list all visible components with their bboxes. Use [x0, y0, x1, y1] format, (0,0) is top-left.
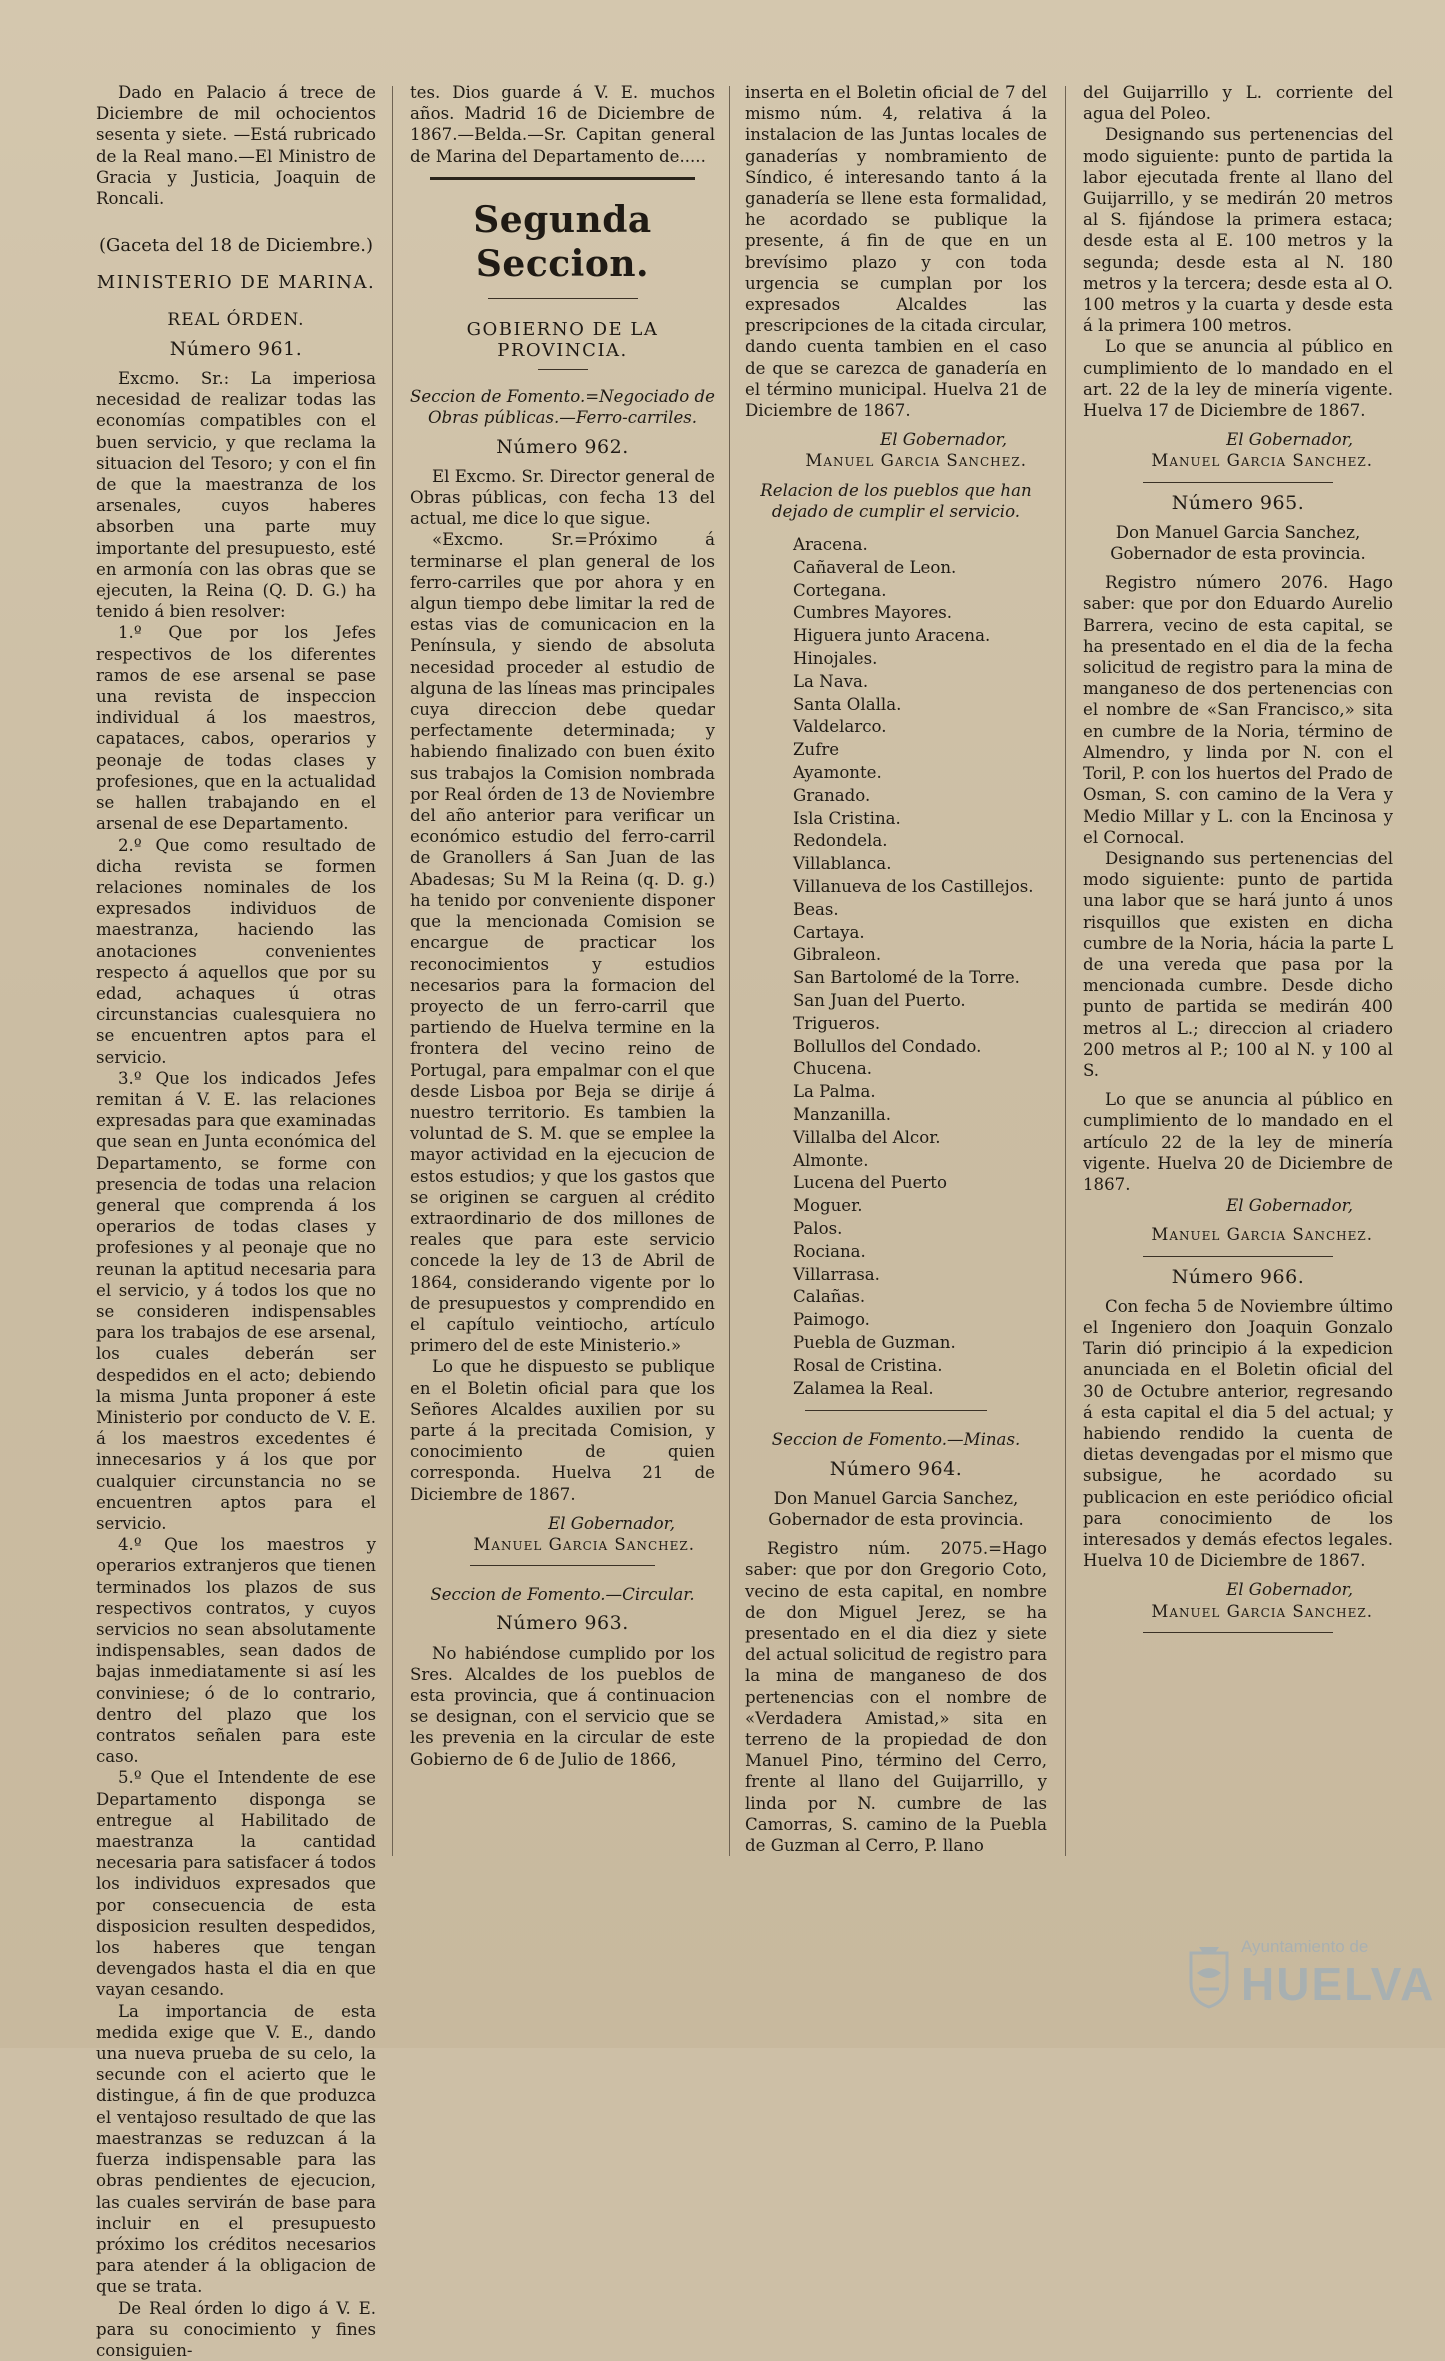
- number-964: Número 964.: [829, 1457, 963, 1480]
- towns-list: [793, 534, 1047, 1400]
- paragraph: Designando sus pertenencias del modo siguiente: punto de partida una labor que se hará junto á unos risquillos que existen en dicha cumbre de la Noria, hácia la parte L de una vereda que pasa por la mencionada cumbre. Desde dicho punto de partida se medirán 400 metros al L.; direccion al criadero 200 metros al P.; 100 al N. y 100 al S.: [1083, 848, 1393, 1080]
- column-divider: [392, 86, 393, 1856]
- governor-name: Manuel Garcia Sanchez.: [473, 1534, 695, 1554]
- town-item: La Nava.: [793, 671, 869, 691]
- ministry-heading: MINISTERIO DE MARINA.: [96, 272, 376, 294]
- seccion-fomento-heading: Seccion de Fomento.=Negociado de Obras públicas.—Ferro-carriles.: [410, 387, 715, 428]
- governor-title: El Gobernador,: [1226, 430, 1353, 450]
- town-item: Almonte.: [793, 1150, 869, 1170]
- paragraph: inserta en el Boletin oficial de 7 del mismo núm. 4, relativa á la instalacion de las Juntas locales de ganaderías y nombramiento de Síndico, é interesando tanto á la ganadería se llene esta formalidad, he acordado se publique la presente, á fin de que en un brevísimo plazo y con toda urgencia se cumplan por los expresados Alcaldes las prescripciones de la citada circular, dando cuenta tambien en el caso de que se carezca de ganadería en el término municipal. Huelva 21 de Diciembre de 1867.: [745, 83, 1047, 421]
- governor-name: Manuel Garcia Sanchez.: [805, 451, 1027, 471]
- town-item: La Palma.: [793, 1082, 876, 1102]
- town-item: Valdelarco.: [793, 717, 887, 737]
- town-item: Rociana.: [793, 1241, 866, 1261]
- town-item: Cumbres Mayores.: [793, 603, 953, 623]
- section-title: Segunda Seccion.: [473, 198, 652, 285]
- huelva-watermark: [1185, 1935, 1435, 2035]
- town-item: Ayamonte.: [793, 763, 882, 783]
- separator-rule: [470, 1565, 655, 1566]
- number-965: Número 965.: [1171, 491, 1305, 514]
- watermark-line2: HUELVA: [1241, 1958, 1436, 2010]
- town-item: Cartaya.: [793, 922, 865, 942]
- paragraph: tes. Dios guarde á V. E. muchos años. Madrid 16 de Diciembre de 1867.—Belda.—Sr. Capitan general de Marina del Departamento de.....: [410, 83, 715, 166]
- town-item: Higuera junto Aracena.: [793, 626, 991, 646]
- coat-of-arms-icon: [1185, 1943, 1233, 2009]
- paragraph: Con fecha 5 de Noviembre último el Ingeniero don Joaquin Gonzalo Tarin dió principio á la expedicion anunciada en el Boletin oficial del 30 de Octubre anterior, regresando á esta capital el dia 5 del actual; y habiendo rendido la cuenta de dietas devengadas por el mismo que subsigue, he acordado su publicacion en este periódico oficial para conocimiento de los interesados y demás efectos legales. Huelva 10 de Diciembre de 1867.: [1083, 1296, 1393, 1571]
- town-item: Manzanilla.: [793, 1104, 891, 1124]
- town-item: Paimogo.: [793, 1310, 870, 1330]
- number-961: Número 961.: [169, 337, 303, 360]
- separator-rule: [805, 1410, 987, 1411]
- town-item: Beas.: [793, 899, 839, 919]
- watermark-line1: Ayuntamiento de: [1241, 1937, 1369, 1956]
- paragraph: El Excmo. Sr. Director general de Obras públicas, con fecha 13 del actual, me dice lo que sigue.: [410, 466, 715, 529]
- separator-rule: [1143, 1632, 1333, 1633]
- relacion-heading: Relacion de los pueblos que han dejado de cumplir el servicio.: [760, 480, 1032, 521]
- section-rule: [430, 177, 695, 180]
- paragraph: No habiéndose cumplido por los Sres. Alcaldes de los pueblos de esta provincia, que á continuacion se designan, con el servicio que se les prevenia en la circular de este Gobierno de 6 de Julio de 1866,: [410, 1643, 715, 1769]
- governor-title: El Gobernador,: [1226, 1196, 1353, 1216]
- town-item: Aracena.: [793, 535, 868, 555]
- paragraph: del Guijarrillo y L. corriente del agua del Poleo.: [1083, 83, 1393, 124]
- town-item: Rosal de Cristina.: [793, 1355, 943, 1375]
- town-item: Gibraleon.: [793, 945, 882, 965]
- town-item: Lucena del Puerto: [793, 1173, 947, 1193]
- town-item: San Juan del Puerto.: [793, 991, 966, 1010]
- town-item: Villablanca.: [793, 854, 892, 874]
- town-item: Zalamea la Real.: [793, 1378, 934, 1398]
- paragraph: La importancia de esta medida exige que V. E., dando una nueva prueba de su celo, la secunde con el acierto que le distingue, á fin de que produzca el ventajoso resultado de que las maestranzas se reduzcan á la fuerza indispensable para las obras pendientes de ejecucion, las cuales servirán de base para incluir en el presupuesto próximo los créditos necesarios para atender á la obligacion de que se trata.: [96, 2001, 376, 2297]
- town-item: Villalba del Alcor.: [793, 1127, 941, 1147]
- paragraph: «Excmo. Sr.=Próximo á terminarse el plan general de los ferro-carriles que por ahora y en algun tiempo debe limitar la red de estas vias de comunicacion en la Península, y siendo de absoluta necesidad proceder al estudio de alguna de las líneas mas principales cuya direccion debe quedar perfectamente determinada; y habiendo finalizado con buen éxito sus trabajos la Comision nombrada por Real órden de 13 de Noviembre del año anterior para verificar un económico estudio del ferro-carril de Granollers á San Juan de las Abadesas; Su M la Reina (q. D. g.) ha tenido por conveniente disponer que la mencionada Comision se encargue de practicar los reconocimientos y estudios necesarios para la formacion del proyecto de un ferro-carril que partiendo de Huelva termine en la frontera del vecino reino de Portugal, para empalmar con el que desde Lisboa por Beja se dirije á nuestro territorio. Es tambien la voluntad de S. M. que se emplee la mayor actividad en la ejecucion de estos estudios; y que los gastos que se originen se carguen al crédito extraordinario de dos millones de reales que para este servicio concede la ley de 13 de Abril de 1864, considerando vigente por lo de presupuestos y comprendido en el capítulo veintiocho, artículo primero del de este Ministerio.»: [410, 530, 715, 1356]
- town-item: Redondela.: [793, 831, 888, 851]
- governor-intro: Don Manuel Garcia Sanchez, Gobernador de esta provincia.: [1110, 522, 1366, 564]
- decree-closing: Dado en Palacio á trece de Diciembre de mil ochocientos sesenta y siete. —Está rubricado de la Real mano.—El Ministro de Gracia y Justicia, Joaquin de Roncali.: [96, 83, 376, 209]
- paragraph: Designando sus pertenencias del modo siguiente: punto de partida la labor ejecutada frente al llano del Guijarrillo, y se medirán 20 metros al S. fijándose la primera estaca; desde esta al E. 100 metros y la segunda; desde esta al N. 180 metros y la tercera; desde esta al O. 100 metros y la cuarta y desde esta á la primera 100 metros.: [1083, 125, 1393, 336]
- town-item: Puebla de Guzman.: [793, 1332, 956, 1352]
- town-item: Hinojales.: [793, 649, 878, 669]
- separator-rule: [1143, 482, 1333, 483]
- real-orden-heading: REAL ÓRDEN.: [167, 309, 305, 330]
- town-item: Chucena.: [793, 1059, 873, 1079]
- governor-name: Manuel Garcia Sanchez.: [1151, 1225, 1373, 1245]
- town-item: Santa Olalla.: [793, 694, 902, 714]
- column-3: [745, 82, 1047, 1856]
- town-item: Villarrasa.: [793, 1264, 880, 1284]
- seccion-minas-heading: Seccion de Fomento.—Minas.: [771, 1430, 1021, 1450]
- paragraph: De Real órden lo digo á V. E. para su conocimiento y fines consiguien-: [96, 2298, 376, 2360]
- paragraph: Registro número 2076. Hago saber: que por don Eduardo Aurelio Barrera, vecino de esta capital, se ha presentado en el dia de la fecha solicitud de registro para la mina de manganeso de dos pertenencias con el nombre de «San Francisco,» sita en cumbre de la Noria, término de Almendro, y linda por N. con el Toril, P. con los huertos del Prado de Osman, S. con camino de la Vera y Medio Millar y L. con la Encinosa y el Cornocal.: [1083, 573, 1393, 847]
- governor-title: El Gobernador,: [548, 1513, 675, 1533]
- number-966: Número 966.: [1171, 1265, 1305, 1288]
- paragraph: 5.º Que el Intendente de ese Departamento disponga se entregue al Habilitado de maestranza la cantidad necesaria para satisfacer á todos los individuos expresados que por consecuencia de esta disposicion resulten despedidos, los haberes que tengan devengados hasta el dia en que vayan cesando.: [96, 1768, 376, 2000]
- gaceta-reference: (Gaceta del 18 de Diciembre.): [99, 235, 373, 257]
- column-divider: [1065, 86, 1066, 1856]
- paragraph: 2.º Que como resultado de dicha revista se formen relaciones nominales de los expresados individuos de maestranza, haciendo las anotaciones convenientes respecto á aquellos que por su edad, achaques ú otras circunstancias cualesquiera no se encuentren aptos para el servicio.: [96, 835, 376, 1067]
- paragraph: Lo que he dispuesto se publique en el Boletin oficial para que los Señores Alcaldes auxilien por su parte á la precitada Comision, y conocimiento de quien corresponda. Huelva 21 de Diciembre de 1867.: [410, 1357, 715, 1504]
- paragraph: 3.º Que los indicados Jefes remitan á V. E. las relaciones expresadas para que examinadas que sean en Junta económica del Departamento, se forme con presencia de todas una relacion general que comprenda á los operarios de todas clases y profesiones y al peonaje que no reunan la aptitud necesaria para el servicio, y á todos los que no se consideren indispensables para los trabajos de ese arsenal, los cuales deberán ser despedidos en el acto; debiendo la misma Junta proponer á este Ministerio por conducto de V. E. á los maestros excedentes é innecesarios y á los que por cualquier circunstancia no se encuentren aptos para el servicio.: [96, 1068, 377, 1533]
- seccion-circular-heading: Seccion de Fomento.—Circular.: [430, 1585, 695, 1605]
- paragraph: Registro núm. 2075.=Hago saber: que por don Gregorio Coto, vecino de esta capital, en nombre de don Miguel Jerez, se ha presentado en el dia diez y siete del actual solicitud de registro para la mina de manganeso de dos pertenencias con el nombre de «Verdadera Amistad,» sita en terreno de la propiedad de don Manuel Pino, término del Cerro, frente al llano del Guijarrillo, y linda por N. cumbre de las Camorras, S. camino de la Puebla de Guzman al Cerro, P. llano: [745, 1539, 1047, 1855]
- number-963: Número 963.: [496, 1612, 629, 1635]
- separator-rule: [1143, 1256, 1333, 1257]
- paragraph: Lo que se anuncia al público en cumplimiento de lo mandado en el artículo 22 de la ley de minería vigente. Huelva 20 de Diciembre de 1867.: [1083, 1090, 1393, 1194]
- town-item: San Bartolomé de la Torre.: [793, 968, 1020, 988]
- column-1: [96, 82, 376, 2361]
- column-2: [410, 82, 715, 1770]
- governor-name: Manuel Garcia Sanchez.: [1151, 451, 1373, 471]
- town-item: Palos.: [793, 1218, 843, 1238]
- governor-title: El Gobernador,: [1226, 1580, 1353, 1600]
- short-rule: [538, 369, 588, 370]
- town-item: Isla Cristina.: [793, 808, 901, 828]
- town-item: Villanueva de los Castillejos.: [793, 877, 1034, 897]
- paragraph: 1.º Que por los Jefes respectivos de los diferentes ramos de ese arsenal se pase una revista de inspeccion individual á los maestros, capataces, cabos, operarios y peonaje de todas clases y profesiones, que en la actualidad se hallen trabajando en el arsenal de ese Departamento.: [96, 623, 376, 834]
- governor-intro: Don Manuel Garcia Sanchez, Gobernador de esta provincia.: [768, 1488, 1024, 1529]
- town-item: Bollullos del Condado.: [793, 1036, 982, 1056]
- town-item: Zufre: [793, 740, 840, 760]
- paragraph: Lo que se anuncia al público en cumplimiento de lo mandado en el art. 22 de la ley de minería vigente. Huelva 17 de Diciembre de 1867.: [1083, 337, 1393, 421]
- column-4: [1083, 82, 1393, 1643]
- governor-title: El Gobernador,: [880, 430, 1007, 450]
- governor-name: Manuel Garcia Sanchez.: [1151, 1601, 1373, 1621]
- town-item: Calañas.: [793, 1287, 866, 1307]
- town-item: Cañaveral de Leon.: [793, 557, 957, 577]
- number-962: Número 962.: [496, 435, 629, 458]
- town-item: Moguer.: [793, 1196, 863, 1216]
- gobierno-heading: GOBIERNO DE LA PROVINCIA.: [466, 318, 659, 362]
- paragraph: Excmo. Sr.: La imperiosa necesidad de realizar todas las economías compatibles con el buen servicio, y que reclama la situacion del Tesoro; y con el fin de que la maestranza de los arsenales, cuyos haberes absorben una parte muy importante del presupuesto, esté en armonía con las obras que se ejecuten, la Reina (Q. D. G.) ha tenido á bien resolver:: [96, 369, 376, 622]
- town-item: Granado.: [793, 785, 871, 805]
- town-item: Trigueros.: [793, 1013, 881, 1033]
- town-item: Cortegana.: [793, 580, 887, 600]
- ornament-rule: [488, 298, 638, 299]
- column-divider: [729, 86, 730, 1856]
- paragraph: 4.º Que los maestros y operarios extranjeros que tienen terminados los plazos de sus respectivos contratos, y cuyos servicios no sean absolutamente indispensables, sean dados de bajas inmediatamente si así les conviniese; ó de lo contrario, dentro del plazo que los contratos señalen para este caso.: [96, 1535, 376, 1767]
